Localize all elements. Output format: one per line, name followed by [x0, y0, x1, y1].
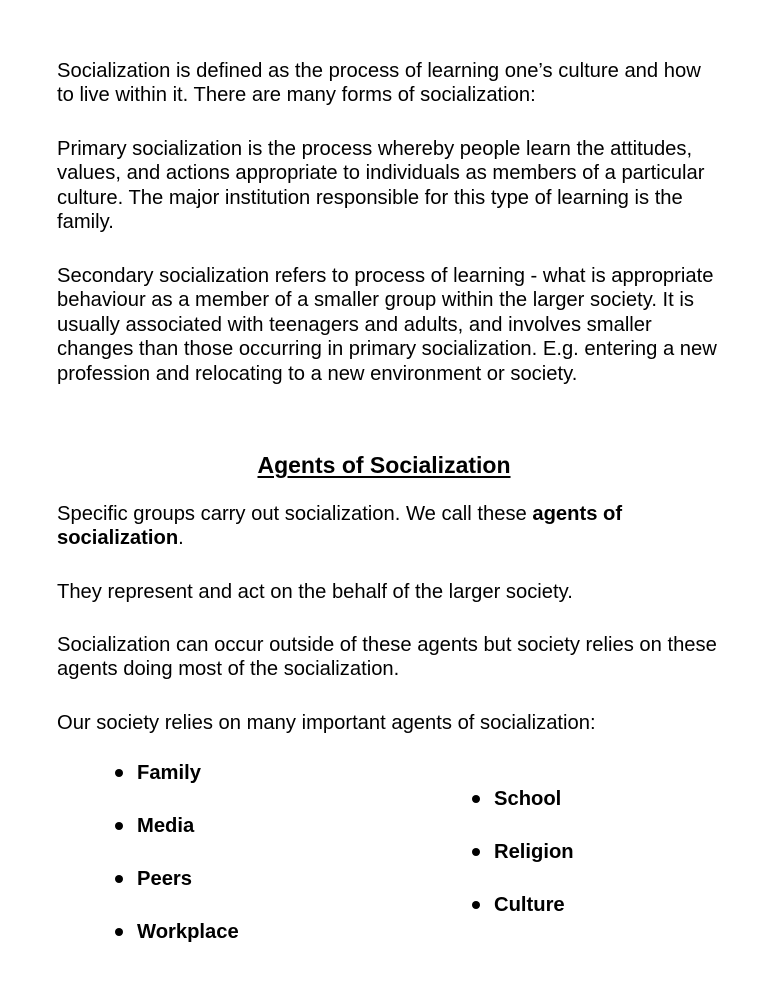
list-item — [115, 920, 239, 944]
list-item-label: Family — [137, 762, 201, 784]
bullet-icon — [115, 928, 123, 936]
secondary-socialization-paragraph: Secondary socialization refers to process of learning - what is appropriate behaviour as a member of a smaller group within the larger society. It is usually associated with teenagers and adults, and involves smaller changes than those occurring in primary socialization. E.g. entering a new profession and relocating to a new environment or society. — [57, 265, 717, 385]
list-item — [115, 867, 192, 891]
list-item — [472, 840, 574, 864]
list-item-label: School — [494, 788, 562, 810]
list-item — [472, 787, 561, 811]
list-item — [115, 761, 201, 785]
list-intro-paragraph: Our society relies on many important agents of socialization: — [57, 712, 596, 734]
agents-definition-bold: agents of socialization — [57, 503, 623, 550]
represent-paragraph: They represent and act on the behalf of the larger society. — [57, 581, 573, 603]
list-item-label: Workplace — [137, 921, 239, 943]
bullet-icon — [472, 848, 480, 856]
bullet-icon — [115, 769, 123, 777]
primary-socialization-paragraph: Primary socialization is the process whereby people learn the attitudes, values, and actions appropriate to individuals as members of a particular culture. The major institution responsible for this type of learning is the family. — [57, 138, 705, 234]
outside-agents-paragraph: Socialization can occur outside of these agents but society relies on these agents doing most of the socialization. — [57, 634, 717, 681]
section-heading: Agents of Socialization — [257, 452, 511, 478]
list-item — [472, 893, 565, 917]
list-item-label: Media — [137, 815, 195, 837]
bullet-icon — [472, 901, 480, 909]
agents-definition-end: . — [178, 527, 184, 550]
bullet-icon — [115, 822, 123, 830]
list-item-label: Culture — [494, 894, 565, 916]
intro-paragraph: Socialization is defined as the process of learning one’s culture and how to live within it. There are many forms of socialization: — [57, 60, 701, 107]
bullet-icon — [115, 875, 123, 883]
agents-definition-text: Specific groups carry out socialization. We call these — [57, 503, 533, 525]
list-item-label: Religion — [494, 841, 574, 863]
list-item-label: Peers — [137, 868, 193, 890]
bullet-icon — [472, 795, 480, 803]
list-item — [115, 814, 194, 838]
agents-definition-paragraph — [57, 502, 717, 551]
